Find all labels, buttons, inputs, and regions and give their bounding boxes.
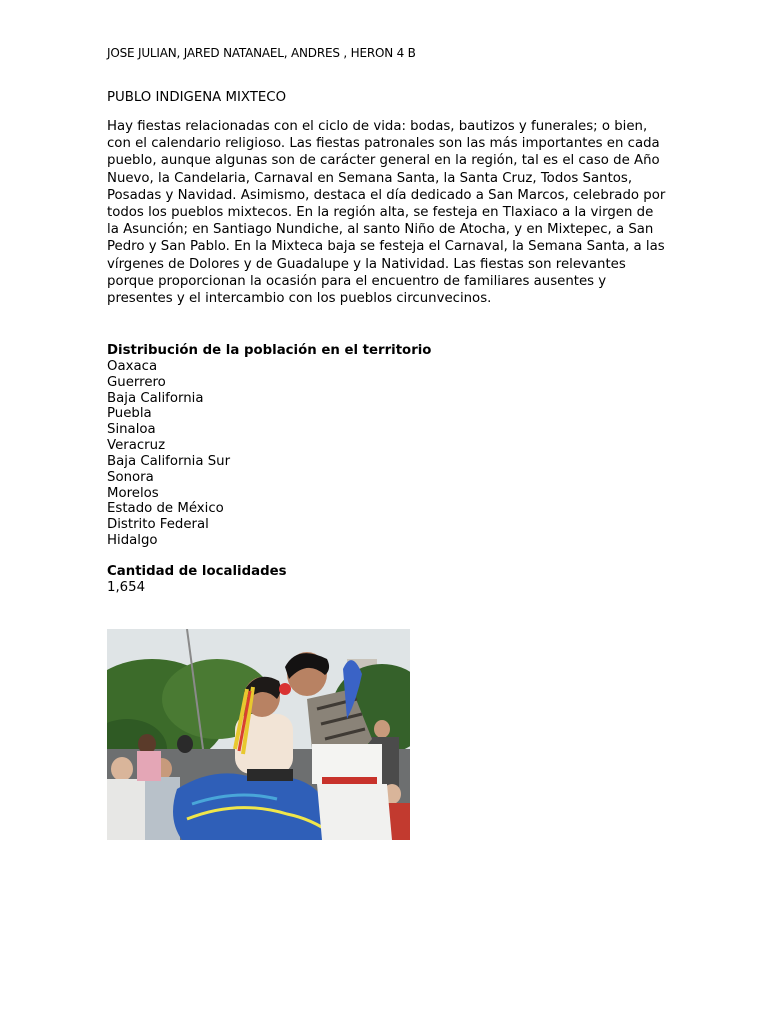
state-item: Puebla [107, 406, 152, 422]
state-item: Distrito Federal [107, 517, 209, 533]
state-item: Baja California Sur [107, 453, 231, 469]
photo-male-sash [322, 777, 377, 785]
state-list [107, 359, 431, 549]
state-item: Oaxaca [107, 358, 158, 374]
photo-sash [247, 769, 293, 781]
state-item: Hidalgo [107, 533, 158, 549]
photo-person [177, 735, 193, 753]
body-paragraph: Hay fiestas relacionadas con el ciclo de vida: bodas, bautizos y funerales; o bien, con el calendario religioso. Las fiestas patronales son las más importantes en cada pueblo, aunque algunas son de carácter general en la región, tal es el caso de Año Nuevo, la Candelaria, Carnaval en Semana Santa, la Santa Cruz, Todos Santos, Posadas y Navidad. Asimismo, destaca el día dedicado a San Marcos, celebrado por todos los pueblos mixtecos. En la región alta, se festeja en Tlaxiaco a la virgen de la Asunción; en Santiago Nundiche, al santo Niño de Atocha, y en Mixtepec, a San Pedro y San Pablo. En la Mixteca baja se festeja el Carnaval, la Semana Santa, a las vírgenes de Dolores y de Guadalupe y la Natividad. Las fiestas son relevantes porque proporcionan la ocasión para el encuentro de familiares ausentes y presentes y el intercambio con los pueblos circunvecinos. [107, 119, 666, 307]
distribution-section [107, 343, 431, 549]
distribution-heading: Distribución de la población en el territorio [107, 343, 432, 358]
state-item: Morelos [107, 485, 159, 501]
state-item: Guerrero [107, 374, 166, 390]
localities-heading: Cantidad de localidades [107, 564, 287, 579]
dancers-photo [107, 629, 410, 840]
authors-header: JOSE JULIAN, JARED NATANAEL, ANDRES , HERON 4 B [107, 46, 416, 60]
state-item: Estado de México [107, 501, 224, 517]
photo-person [374, 720, 390, 738]
document-title: PUBLO INDIGENA MIXTECO [107, 90, 287, 105]
photo-flower [279, 683, 291, 695]
photo-person [111, 757, 133, 781]
state-item: Sonora [107, 469, 154, 485]
photo-person [107, 779, 147, 840]
state-item: Sinaloa [107, 422, 156, 438]
state-item: Baja California [107, 390, 204, 406]
photo-person [137, 751, 161, 781]
state-item: Veracruz [107, 438, 166, 454]
localities-section [107, 564, 287, 596]
localities-value: 1,654 [107, 579, 146, 595]
photo-male-pants [317, 784, 392, 840]
